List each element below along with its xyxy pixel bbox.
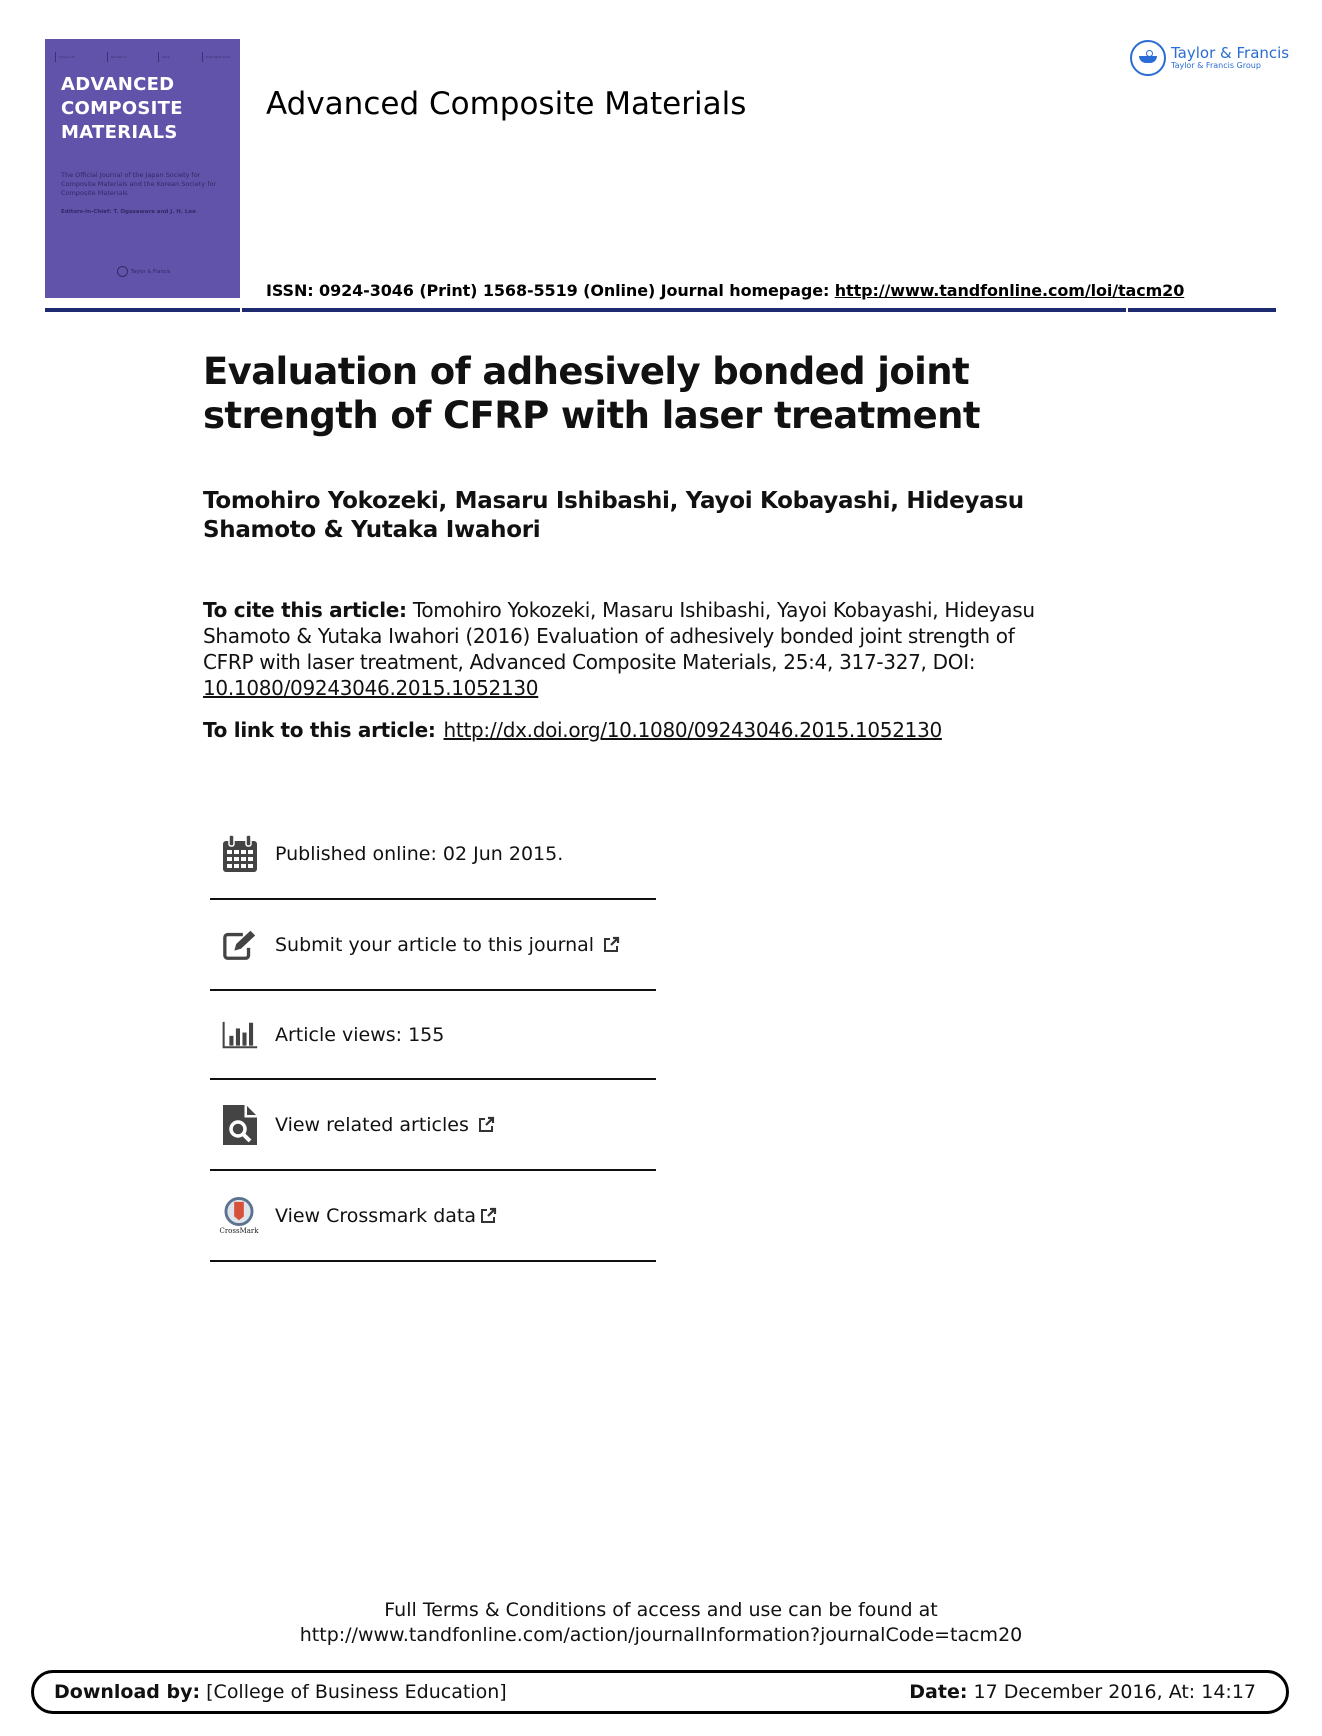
article-link-line	[203, 717, 942, 743]
publisher-logo-icon	[117, 266, 128, 277]
download-label: Download by:	[54, 1681, 201, 1703]
download-value: [College of Business Education]	[200, 1681, 507, 1703]
header-divider	[45, 308, 1276, 312]
external-link-icon	[479, 1207, 497, 1225]
submit-article-link[interactable]: Submit your article to this journal	[275, 933, 595, 956]
terms-line: Full Terms & Conditions of access and use can be found at	[384, 1599, 938, 1621]
cover-title-line: COMPOSITE	[61, 98, 183, 119]
cover-topbar	[55, 51, 230, 63]
cover-volume: Volume 25	[55, 52, 75, 62]
terms-notice	[0, 1598, 1322, 1648]
header-divider-gap	[240, 308, 242, 312]
journal-cover-image	[45, 39, 240, 298]
article-doi-link[interactable]: http://dx.doi.org/10.1080/09243046.2015.1052130	[443, 718, 942, 742]
cover-title-line: MATERIALS	[61, 122, 178, 143]
journal-homepage-link[interactable]: http://www.tandfonline.com/loi/tacm20	[834, 281, 1185, 300]
info-published-online	[210, 810, 656, 900]
info-label[interactable]	[275, 934, 620, 956]
download-by	[54, 1681, 507, 1703]
cover-publisher-name: Taylor & Francis	[131, 268, 171, 275]
citation-label: To cite this article:	[203, 598, 407, 622]
crossmark-caption: CrossMark	[219, 1226, 259, 1235]
download-date	[909, 1681, 1256, 1703]
article-views-text: Article views: 155	[275, 1023, 445, 1046]
article-link-label: To link to this article:	[203, 718, 436, 742]
article-authors: Tomohiro Yokozeki, Masaru Ishibashi, Yayoi Kobayashi, Hideyasu Shamoto & Yutaka Iwahori	[203, 488, 1024, 543]
citation-doi-link[interactable]: 10.1080/09243046.2015.1052130	[203, 676, 539, 700]
publisher-logo-text	[1171, 45, 1289, 71]
document-search-icon	[222, 1106, 258, 1144]
external-link-icon	[477, 1116, 495, 1134]
issn-text: ISSN: 0924-3046 (Print) 1568-5519 (Online) Journal homepage:	[266, 281, 835, 300]
published-online-text: Published online: 02 Jun 2015.	[275, 843, 564, 865]
cover-issn: ISSN 0924-3046	[202, 52, 230, 62]
citation-block	[203, 597, 1043, 701]
cover-title-line: ADVANCED	[61, 74, 175, 95]
crossmark-icon	[218, 1197, 260, 1235]
header-divider-gap	[1126, 308, 1128, 312]
lamp-icon	[1130, 40, 1166, 76]
info-crossmark[interactable]	[210, 1171, 656, 1262]
external-link-icon	[602, 936, 620, 954]
cover-year: 2016	[158, 52, 170, 62]
cover-title	[61, 73, 183, 145]
cover-number: Number 4	[107, 52, 126, 62]
article-info-list	[210, 810, 656, 1262]
info-related-articles[interactable]	[210, 1080, 656, 1171]
info-label	[275, 1024, 444, 1046]
publisher-group: Taylor & Francis Group	[1171, 61, 1261, 70]
cover-description: The Official Journal of the Japan Society for Composite Materials and the Korean Society for Composite Materials	[61, 171, 217, 197]
info-article-views	[210, 991, 656, 1080]
article-title: Evaluation of adhesively bonded joint strength of CFRP with laser treatment	[203, 350, 980, 437]
info-submit-article[interactable]	[210, 900, 656, 991]
date-label: Date:	[909, 1681, 968, 1703]
cover-publisher-logo	[117, 266, 170, 277]
download-info-bar	[31, 1670, 1289, 1714]
bar-chart-icon	[222, 1016, 258, 1054]
date-value: 17 December 2016, At: 14:17	[967, 1681, 1256, 1703]
cover-editors: Editors-in-Chief: T. Ogasawara and J. H. Lee	[61, 209, 196, 215]
citation-text: Tomohiro Yokozeki, Masaru Ishibashi, Yayoi Kobayashi, Hideyasu Shamoto & Yutaka Iwahori (2016) Evaluation of adhesively bonded joint strength of CFRP with laser treatment, Advanced Composite Materials, 25:4, 317-327, DOI:	[203, 598, 1035, 674]
info-label[interactable]	[275, 1205, 497, 1227]
terms-url[interactable]: http://www.tandfonline.com/action/journalInformation?journalCode=tacm20	[299, 1624, 1023, 1646]
edit-icon	[222, 926, 258, 964]
related-articles-link[interactable]: View related articles	[275, 1113, 469, 1136]
publisher-logo[interactable]	[1130, 40, 1289, 76]
calendar-icon	[222, 835, 258, 873]
info-label	[275, 843, 563, 865]
journal-name: Advanced Composite Materials	[266, 86, 747, 122]
info-label[interactable]	[275, 1114, 495, 1136]
publisher-name: Taylor & Francis	[1171, 44, 1290, 62]
issn-line	[266, 281, 1184, 300]
crossmark-link[interactable]: View Crossmark data	[275, 1204, 477, 1227]
